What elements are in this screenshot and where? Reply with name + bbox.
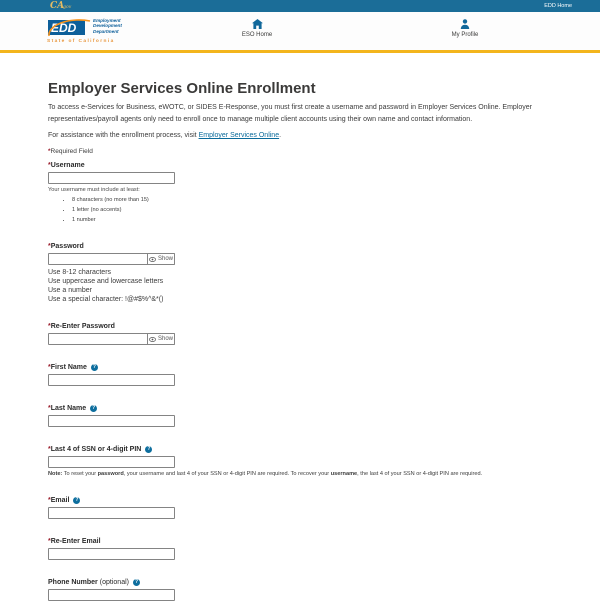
password-show-button[interactable]: [147, 253, 175, 265]
ssn-input[interactable]: [48, 456, 175, 468]
reenter-email-input[interactable]: [48, 548, 175, 560]
username-hint: • 1 number: [72, 217, 553, 224]
username-hint: • 8 characters (no more than 15): [72, 197, 553, 204]
edd-home-link[interactable]: EDD Home: [544, 3, 572, 9]
edd-logo-line: Employment: [93, 18, 121, 23]
password-rule: Use uppercase and lowercase letters: [48, 278, 164, 285]
eye-icon: [149, 337, 156, 342]
ssn-group: [48, 446, 553, 478]
required-marker: *: [48, 364, 51, 371]
edd-logo-line: Department: [93, 28, 119, 34]
ssn-label: * Last 4 of SSN or 4-digit PIN ?: [48, 446, 151, 453]
username-hints: [48, 197, 553, 224]
phone-group: [48, 579, 553, 601]
username-input[interactable]: [48, 172, 175, 184]
required-marker: *: [48, 446, 51, 453]
phone-input[interactable]: [48, 589, 175, 601]
edd-logo: [47, 16, 129, 44]
reenter-email-group: [48, 538, 553, 560]
edd-logo-line: Development: [93, 23, 122, 29]
reenter-email-label: * Re-Enter Email: [48, 537, 101, 545]
intro-paragraph: To access e-Services for Business, eWOTC, or SIDES E-Response, you must first create a username and password in Employer Services Online. Employer representatives/payroll agents only need to enroll once to manage multiple client accounts using their own name and contact information.: [48, 104, 532, 123]
assistance-paragraph: [48, 132, 553, 140]
username-hint: • 1 letter (no accents): [72, 207, 553, 214]
gold-divider: [0, 50, 600, 53]
required-marker: *: [48, 243, 51, 250]
last-name-group: [48, 405, 553, 427]
last-name-label: * Last Name ?: [48, 405, 96, 412]
reenter-password-label: * Re-Enter Password: [48, 323, 115, 330]
password-group: [48, 243, 553, 304]
employer-services-online-link[interactable]: Employer Services Online: [198, 132, 280, 139]
eye-icon: [149, 257, 156, 262]
show-label: Show: [157, 256, 173, 262]
required-marker: *: [48, 537, 51, 545]
show-label: Show: [157, 336, 173, 342]
first-name-help-icon[interactable]: ?: [92, 364, 96, 370]
first-name-input[interactable]: [48, 374, 175, 386]
ca-gov-logo-gov: gov: [63, 5, 72, 10]
ssn-help-icon[interactable]: ?: [147, 446, 151, 452]
nav-eso-home-label: ESO Home: [241, 32, 273, 38]
reenter-password-show-button[interactable]: [147, 333, 175, 345]
first-name-label: * First Name ?: [48, 364, 96, 371]
person-icon: [460, 19, 470, 29]
username-label: * Username: [48, 162, 85, 169]
password-rules: [48, 268, 553, 304]
enrollment-form: [0, 81, 600, 601]
nav-my-profile[interactable]: [427, 19, 503, 38]
ssn-note: Note: To reset your password, your username and last 4 of your SSN or 4-digit PIN are required. To recover your username, the last 4 of your SSN or 4-digit PIN are required.: [48, 471, 483, 477]
ca-gov-logo[interactable]: [50, 2, 71, 11]
nav-eso-home[interactable]: [219, 19, 295, 38]
assistance-text: For assistance with the enrollment process, visit: [48, 132, 199, 139]
ca-gov-logo-ca: CA: [50, 0, 65, 11]
site-header: [0, 12, 600, 50]
required-marker: *: [48, 323, 51, 330]
edd-logo-acronym: EDD: [51, 21, 77, 35]
state-utility-bar: [0, 0, 600, 12]
last-name-input[interactable]: [48, 415, 175, 427]
page-title: Employer Services Online Enrollment: [48, 80, 316, 97]
username-group: [48, 162, 553, 224]
required-marker: *: [48, 148, 51, 155]
email-help-icon[interactable]: ?: [75, 496, 79, 503]
reenter-password-group: [48, 323, 553, 345]
required-marker: *: [48, 162, 51, 169]
edd-logo-tagline: State of California: [47, 39, 115, 44]
required-marker: *: [48, 496, 51, 504]
password-rule: Use a number: [48, 287, 92, 294]
email-group: [48, 497, 553, 519]
required-marker: *: [48, 405, 51, 412]
email-input[interactable]: [48, 507, 175, 519]
nav-my-profile-label: My Profile: [451, 32, 479, 38]
password-rule: Use a special character: !@#$%^&*(): [48, 296, 164, 303]
edd-logo-department-lines: [93, 18, 122, 34]
home-icon: [252, 19, 263, 29]
phone-help-icon[interactable]: ?: [134, 578, 139, 585]
phone-optional-text: (optional): [99, 578, 129, 586]
assistance-suffix: .: [279, 132, 282, 139]
phone-label: Phone Number (optional) ?: [48, 578, 139, 586]
email-label: * Email ?: [48, 496, 79, 504]
password-label: * Password: [48, 243, 84, 250]
required-field-legend: *Required Field: [48, 148, 93, 155]
first-name-group: [48, 364, 553, 386]
last-name-help-icon[interactable]: ?: [92, 405, 96, 411]
edd-logo-mark: [47, 16, 91, 38]
username-hint-title: Your username must include at least:: [48, 187, 140, 193]
password-rule: Use 8-12 characters: [48, 269, 112, 276]
